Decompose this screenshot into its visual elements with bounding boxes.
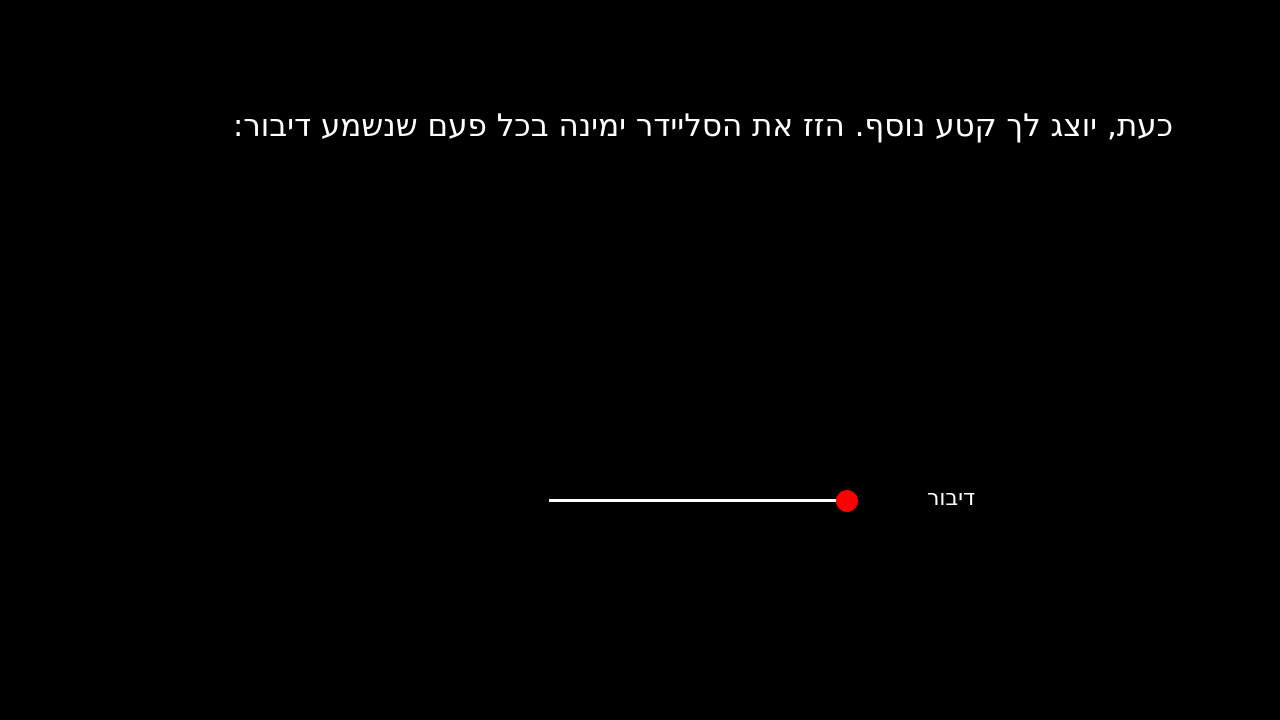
slider-track[interactable] (549, 499, 847, 502)
speech-slider[interactable] (548, 488, 860, 514)
slider-thumb[interactable] (836, 490, 858, 512)
instruction-text: כעת, יוצג לך קטע נוסף. הזז את הסליידר ימינה בכל פעם שנשמע דיבור: (232, 108, 1173, 144)
slider-label: דיבור (926, 486, 975, 511)
